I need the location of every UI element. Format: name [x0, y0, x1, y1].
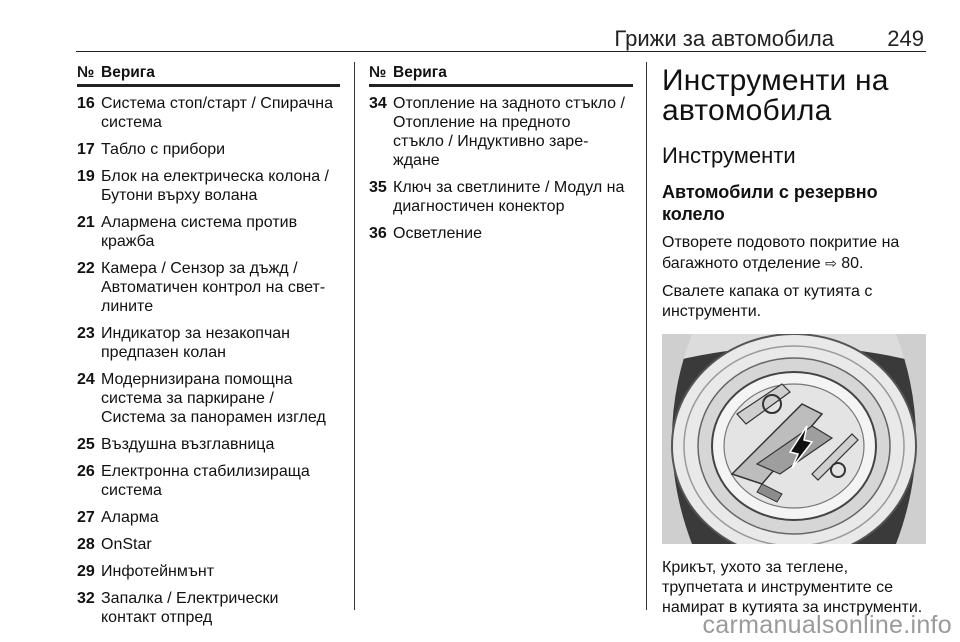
- circuit-name: Отопление на задното стъкло / Отопление на предното стъкло / Индуктивно заре- ждане: [393, 95, 625, 169]
- page-reference-link[interactable]: 80.: [841, 255, 864, 272]
- running-title: Грижи за автомобила: [614, 26, 834, 51]
- table-row: [77, 535, 340, 554]
- col-circuit-header: Верига: [393, 64, 447, 81]
- col-no-header: №: [369, 64, 387, 81]
- table-row: [77, 167, 340, 205]
- paragraph-open-floor: [662, 233, 932, 274]
- table-row: [77, 94, 340, 132]
- tools-section: [662, 62, 932, 618]
- table-row: [369, 178, 633, 216]
- circuit-name: Електронна стабилизираща система: [101, 463, 310, 499]
- paragraph-remove-cover: Свалете капака от кутията с инструменти.: [662, 283, 873, 320]
- table-row: [77, 370, 340, 427]
- sub-subsection-title: Автомобили с резервно колело: [662, 182, 878, 224]
- section-title: Инструменти на автомобила: [662, 64, 889, 127]
- circuit-name: Блок на електрическа колона / Бутони върху волана: [101, 168, 329, 204]
- subsection-title: Инструменти: [662, 143, 796, 168]
- fuse-number: 29: [77, 563, 95, 580]
- watermark: carmanualsonline.info: [702, 611, 952, 639]
- header-rule: [76, 51, 926, 52]
- circuit-name: Въздушна възглавница: [101, 436, 275, 453]
- col-circuit-header: Верига: [101, 64, 155, 81]
- figure-caption: Крикът, ухото за теглене, трупчетата и инструментите се намират в кутията за инструменти.: [662, 559, 923, 616]
- fuse-number: 17: [77, 141, 95, 158]
- table-row: [77, 562, 340, 581]
- table-row: [77, 259, 340, 316]
- table-row: [77, 324, 340, 362]
- fuse-number: 22: [77, 260, 95, 277]
- column-divider-1: [354, 62, 355, 610]
- circuit-name: Система стоп/старт / Спирачна система: [101, 95, 333, 131]
- spare-wheel-tool-kit-icon: [662, 334, 926, 544]
- circuit-name: Модернизирана помощна система за паркиране / Система за панорамен изглед: [101, 371, 326, 426]
- fuse-number: 26: [77, 463, 95, 480]
- fuse-number: 32: [77, 590, 95, 607]
- circuit-name: OnStar: [101, 536, 152, 553]
- circuit-name: Камера / Сензор за дъжд / Автоматичен контрол на свет- лините: [101, 260, 326, 315]
- fuse-number: 23: [77, 325, 95, 342]
- table-row: [369, 94, 633, 170]
- table-row: [77, 508, 340, 527]
- circuit-name: Инфотейнмънт: [101, 563, 215, 580]
- fuse-number: 28: [77, 536, 95, 553]
- col-no-header: №: [77, 64, 95, 81]
- fuse-number: 21: [77, 214, 95, 231]
- fuse-table-right: [369, 62, 633, 243]
- fuse-number: 35: [369, 179, 387, 196]
- table-row: [369, 224, 633, 243]
- fuse-number: 27: [77, 509, 95, 526]
- table-row: [77, 435, 340, 454]
- page-number: 249: [887, 26, 924, 51]
- circuit-name: Табло с прибори: [101, 141, 226, 158]
- paragraph-open-floor-text: Отворете подовото покритие на багажното отделение: [662, 234, 900, 272]
- fuse-number: 34: [369, 95, 387, 112]
- fuse-number: 25: [77, 436, 95, 453]
- table-row: [77, 589, 340, 627]
- table-row: [77, 213, 340, 251]
- fuse-number: 16: [77, 95, 95, 112]
- circuit-name: Запалка / Електрически контакт отпред: [101, 590, 279, 626]
- fuse-number: 24: [77, 371, 95, 388]
- circuit-name: Индикатор за незакопчан предпазен колан: [101, 325, 291, 361]
- fuse-number: 36: [369, 225, 387, 242]
- fuse-number: 19: [77, 168, 95, 185]
- spare-wheel-illustration: [662, 334, 926, 544]
- table-header: [369, 62, 633, 87]
- column-divider-2: [646, 62, 647, 610]
- fuse-table-left: [77, 62, 340, 627]
- table-row: [77, 140, 340, 159]
- table-header: [77, 62, 340, 87]
- circuit-name: Алармена система против кражба: [101, 214, 298, 250]
- circuit-name: Осветление: [393, 225, 483, 242]
- table-row: [77, 462, 340, 500]
- circuit-name: Ключ за светлините / Модул на диагностичен конектор: [393, 179, 625, 215]
- page-reference-icon: ⇨: [825, 255, 837, 271]
- circuit-name: Аларма: [101, 509, 159, 526]
